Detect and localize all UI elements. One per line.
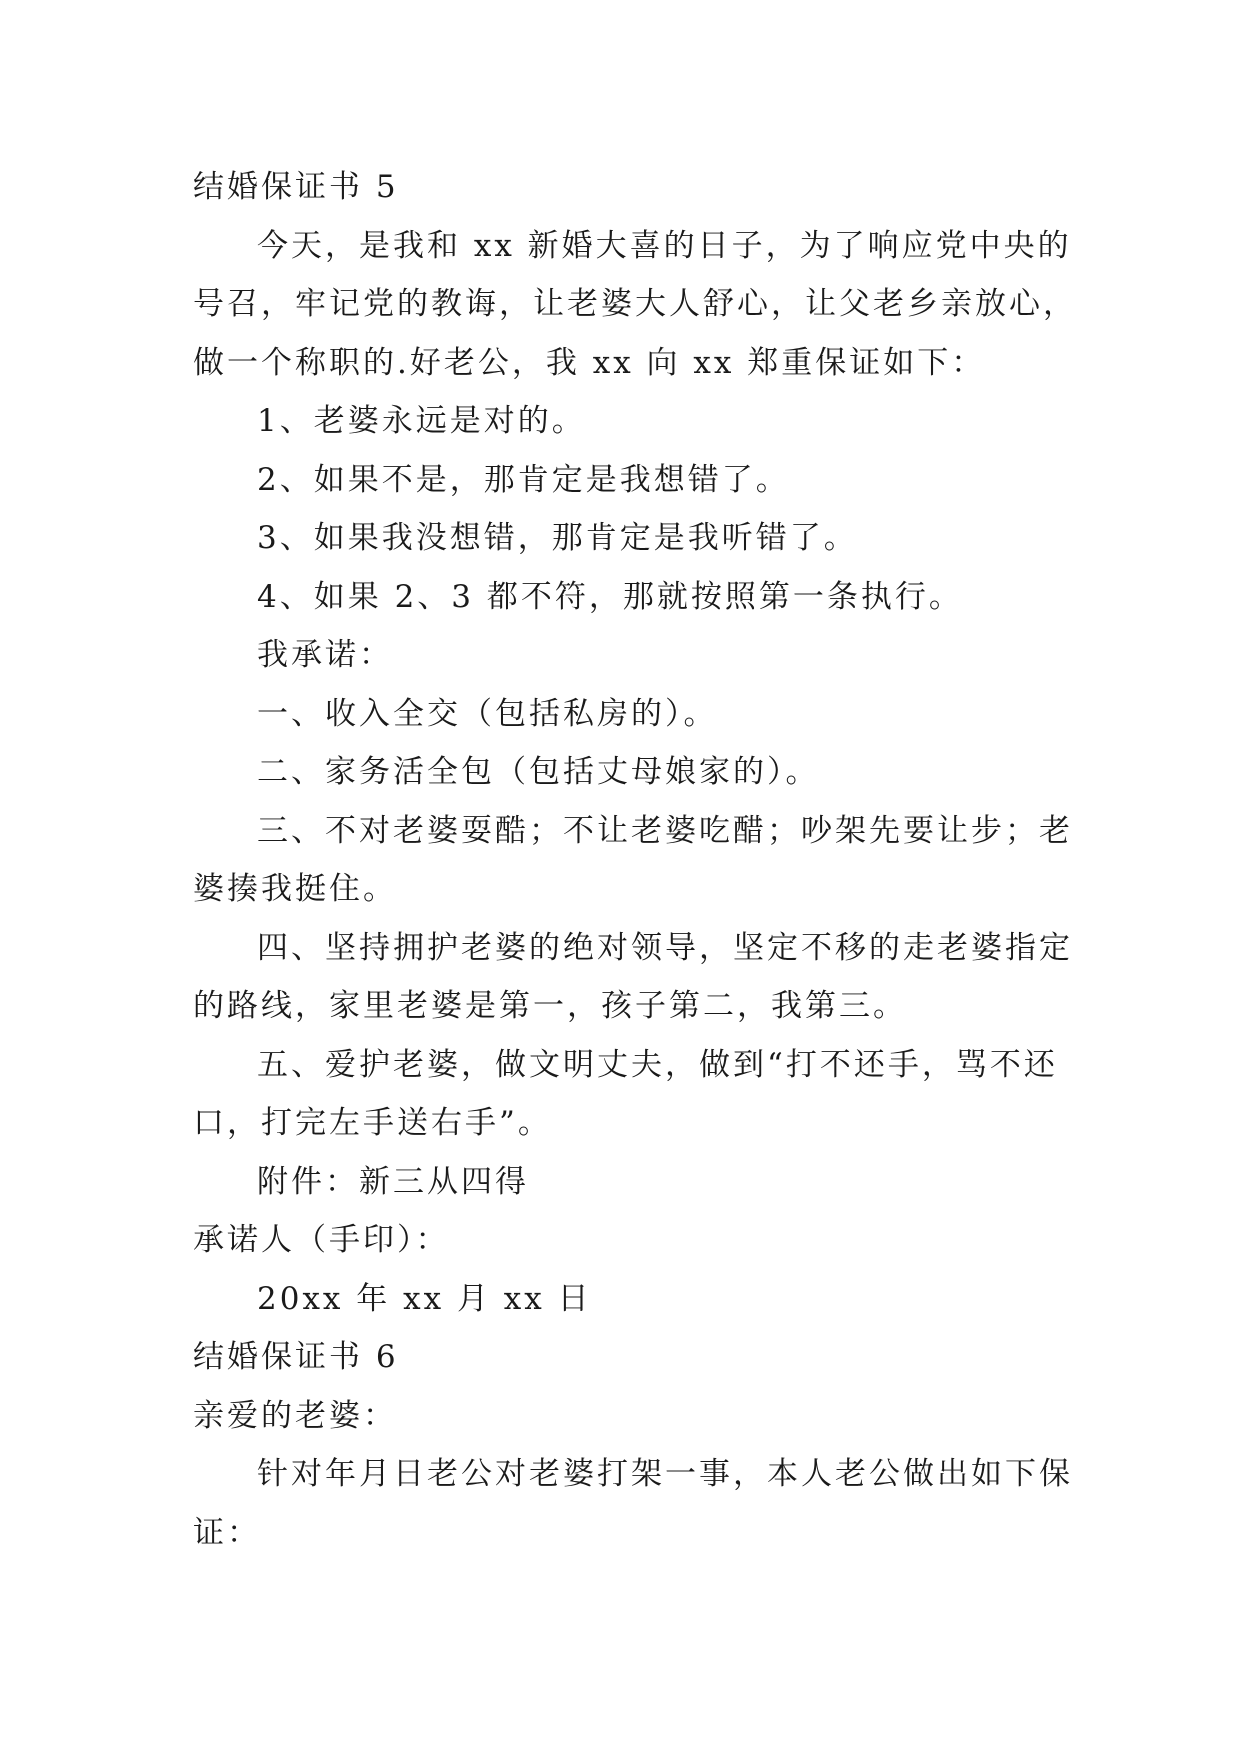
text-line: 亲爱的老婆：: [193, 1397, 397, 1434]
text-line: 一、收入全交（包括私房的）。: [257, 695, 718, 732]
text-line: 1、老婆永远是对的。: [257, 403, 586, 439]
text-line: 4、如果 2、3 都不符，那就按照第一条执行。: [257, 578, 963, 615]
text-line: 三、不对老婆耍酷；不让老婆吃醋；吵架先要让步；老: [257, 812, 1073, 849]
text-line: 结婚保证书 5: [193, 169, 399, 205]
text-line: 二、家务活全包（包括丈母娘家的）。: [257, 754, 820, 790]
text-line: 20xx 年 xx 月 xx 日: [257, 1280, 592, 1317]
text-line: 四、坚持拥护老婆的绝对领导，坚定不移的走老婆指定: [257, 929, 1073, 966]
text-line: 结婚保证书 6: [193, 1339, 399, 1375]
text-line: 针对年月日老公对老婆打架一事，本人老公做出如下保: [257, 1456, 1073, 1492]
text-line: 附件：新三从四得: [257, 1163, 529, 1200]
text-line: 承诺人（手印）：: [193, 1222, 450, 1258]
text-line: 证：: [193, 1514, 261, 1551]
text-line: 口，打完左手送右手”。: [193, 1105, 552, 1141]
text-line: 婆揍我挺住。: [193, 871, 397, 907]
text-line: 的路线，家里老婆是第一，孩子第二，我第三。: [193, 988, 907, 1024]
text-line: 2、如果不是，那肯定是我想错了。: [257, 461, 790, 498]
text-line: 号召，牢记党的教诲，让老婆大人舒心，让父老乡亲放心，: [193, 286, 1077, 322]
text-line: 五、爱护老婆，做文明丈夫，做到“打不还手，骂不还: [257, 1046, 1058, 1083]
document-body: [193, 158, 1077, 1562]
text-line: 我承诺：: [257, 637, 393, 673]
text-line: 3、如果我没想错，那肯定是我听错了。: [257, 520, 858, 556]
text-line: 做一个称职的.好老公，我 xx 向 xx 郑重保证如下：: [193, 344, 986, 381]
text-line: 今天，是我和 xx 新婚大喜的日子，为了响应党中央的: [257, 227, 1072, 264]
